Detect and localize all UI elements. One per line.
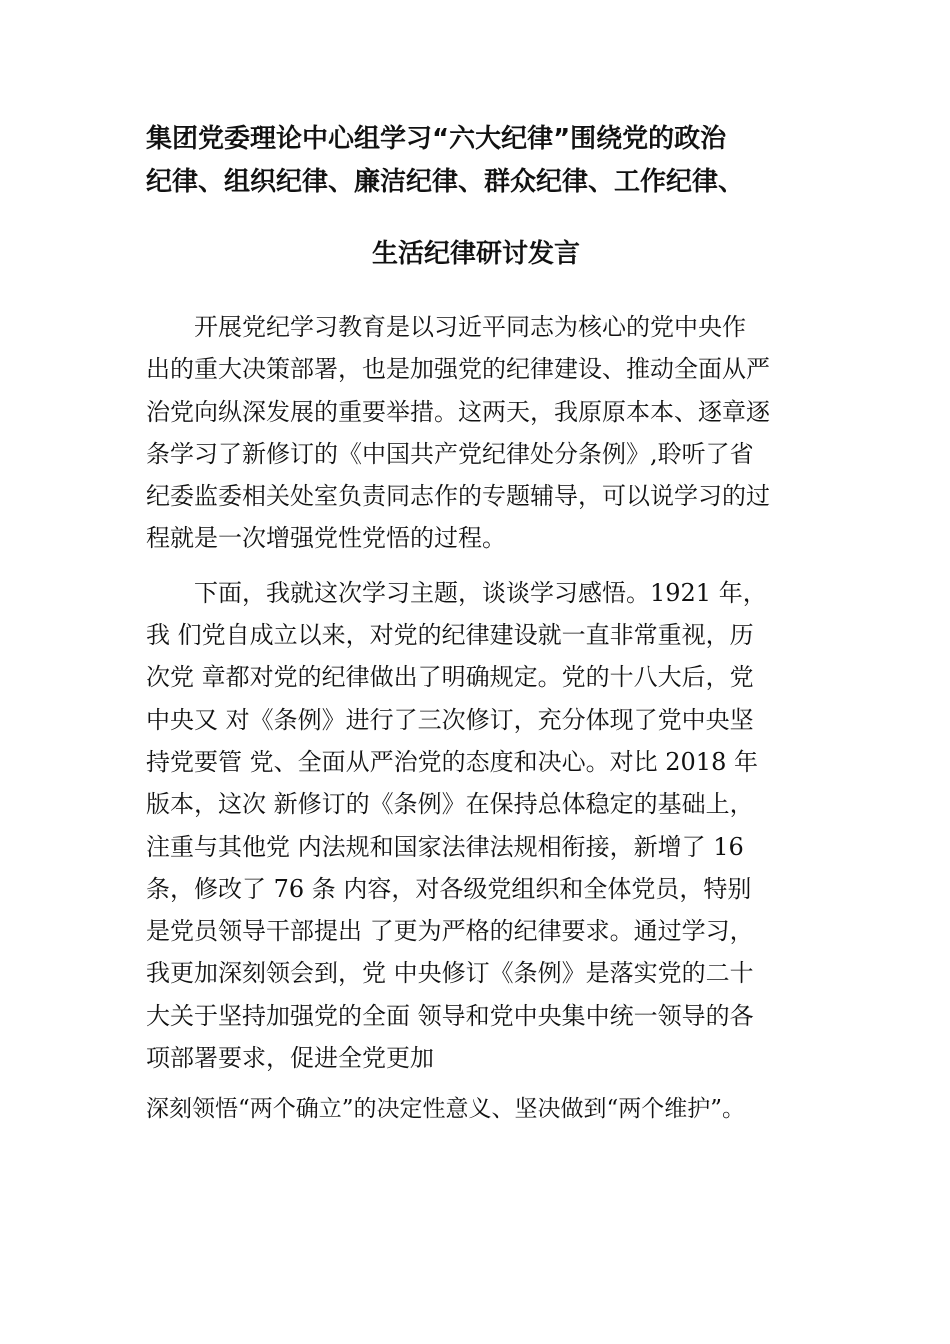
paragraph-1-line-4: 条学习了新修订的《中国共产党纪律处分条例》,聆听了省 bbox=[146, 439, 754, 468]
paragraph-2-line-4: 中央又 对《条例》进行了三次修订，充分体现了党中央坚 bbox=[146, 705, 754, 734]
document-body bbox=[146, 306, 806, 1134]
title-line-1: 集团党委理论中心组学习“六大纪律”围绕党的政治 bbox=[146, 124, 727, 154]
paragraph-2-line-1: 下面，我就这次学习主题，谈谈学习感悟。1921 年， bbox=[146, 578, 767, 607]
paragraph-2-line-7: 注重与其他党 内法规和国家法律法规相衔接，新增了 16 bbox=[146, 832, 744, 861]
paragraph-2-line-8: 条，修改了 76 条 内容，对各级党组织和全体党员，特别 bbox=[146, 874, 752, 903]
paragraph-2-line-6: 版本，这次 新修订的《条例》在保持总体稳定的基础上， bbox=[146, 790, 754, 819]
paragraph-2-line-13: 深刻领悟“两个确立”的决定性意义、坚决做到“两个维护”。 bbox=[146, 1096, 746, 1123]
paragraph-1-line-3: 治党向纵深发展的重要举措。这两天，我原原本本、逐章逐 bbox=[146, 397, 770, 426]
paragraph-2-line-5: 持党要管 党、全面从严治党的态度和决心。对比 2018 年 bbox=[146, 747, 758, 776]
paragraph-2-line-3: 次党 章都对党的纪律做出了明确规定。党的十八大后，党 bbox=[146, 663, 754, 692]
paragraph-1-line-2: 出的重大决策部署，也是加强党的纪律建设、推动全面从严 bbox=[146, 355, 770, 384]
title-line-3: 生活纪律研讨发言 bbox=[371, 239, 580, 269]
paragraph-gap bbox=[146, 560, 806, 572]
title-line-2: 纪律、组织纪律、廉洁纪律、群众纪律、工作纪律、 bbox=[146, 167, 745, 197]
paragraph-1-line-1: 开展党纪学习教育是以习近平同志为核心的党中央作 bbox=[146, 313, 746, 341]
paragraph-2 bbox=[146, 572, 806, 1135]
paragraph-1-line-6: 程就是一次增强党性党悟的过程。 bbox=[146, 524, 506, 553]
paragraph-2-line-9: 是党员领导干部提出 了更为严格的纪律要求。通过学习， bbox=[146, 917, 754, 946]
paragraph-2-line-2: 我 们党自成立以来，对党的纪律建设就一直非常重视，历 bbox=[146, 621, 754, 650]
paragraph-2-line-10: 我更加深刻领会到，党 中央修订《条例》是落实党的二十 bbox=[146, 959, 754, 988]
paragraph-2-line-11: 大关于坚持加强党的全面 领导和党中央集中统一领导的各 bbox=[146, 1001, 754, 1030]
document-title bbox=[146, 118, 806, 276]
paragraph-1 bbox=[146, 306, 806, 560]
paragraph-2-line-12: 项部署要求，促进全党更加 bbox=[146, 1044, 434, 1073]
paragraph-1-line-5: 纪委监委相关处室负责同志作的专题辅导，可以说学习的过 bbox=[146, 482, 770, 511]
